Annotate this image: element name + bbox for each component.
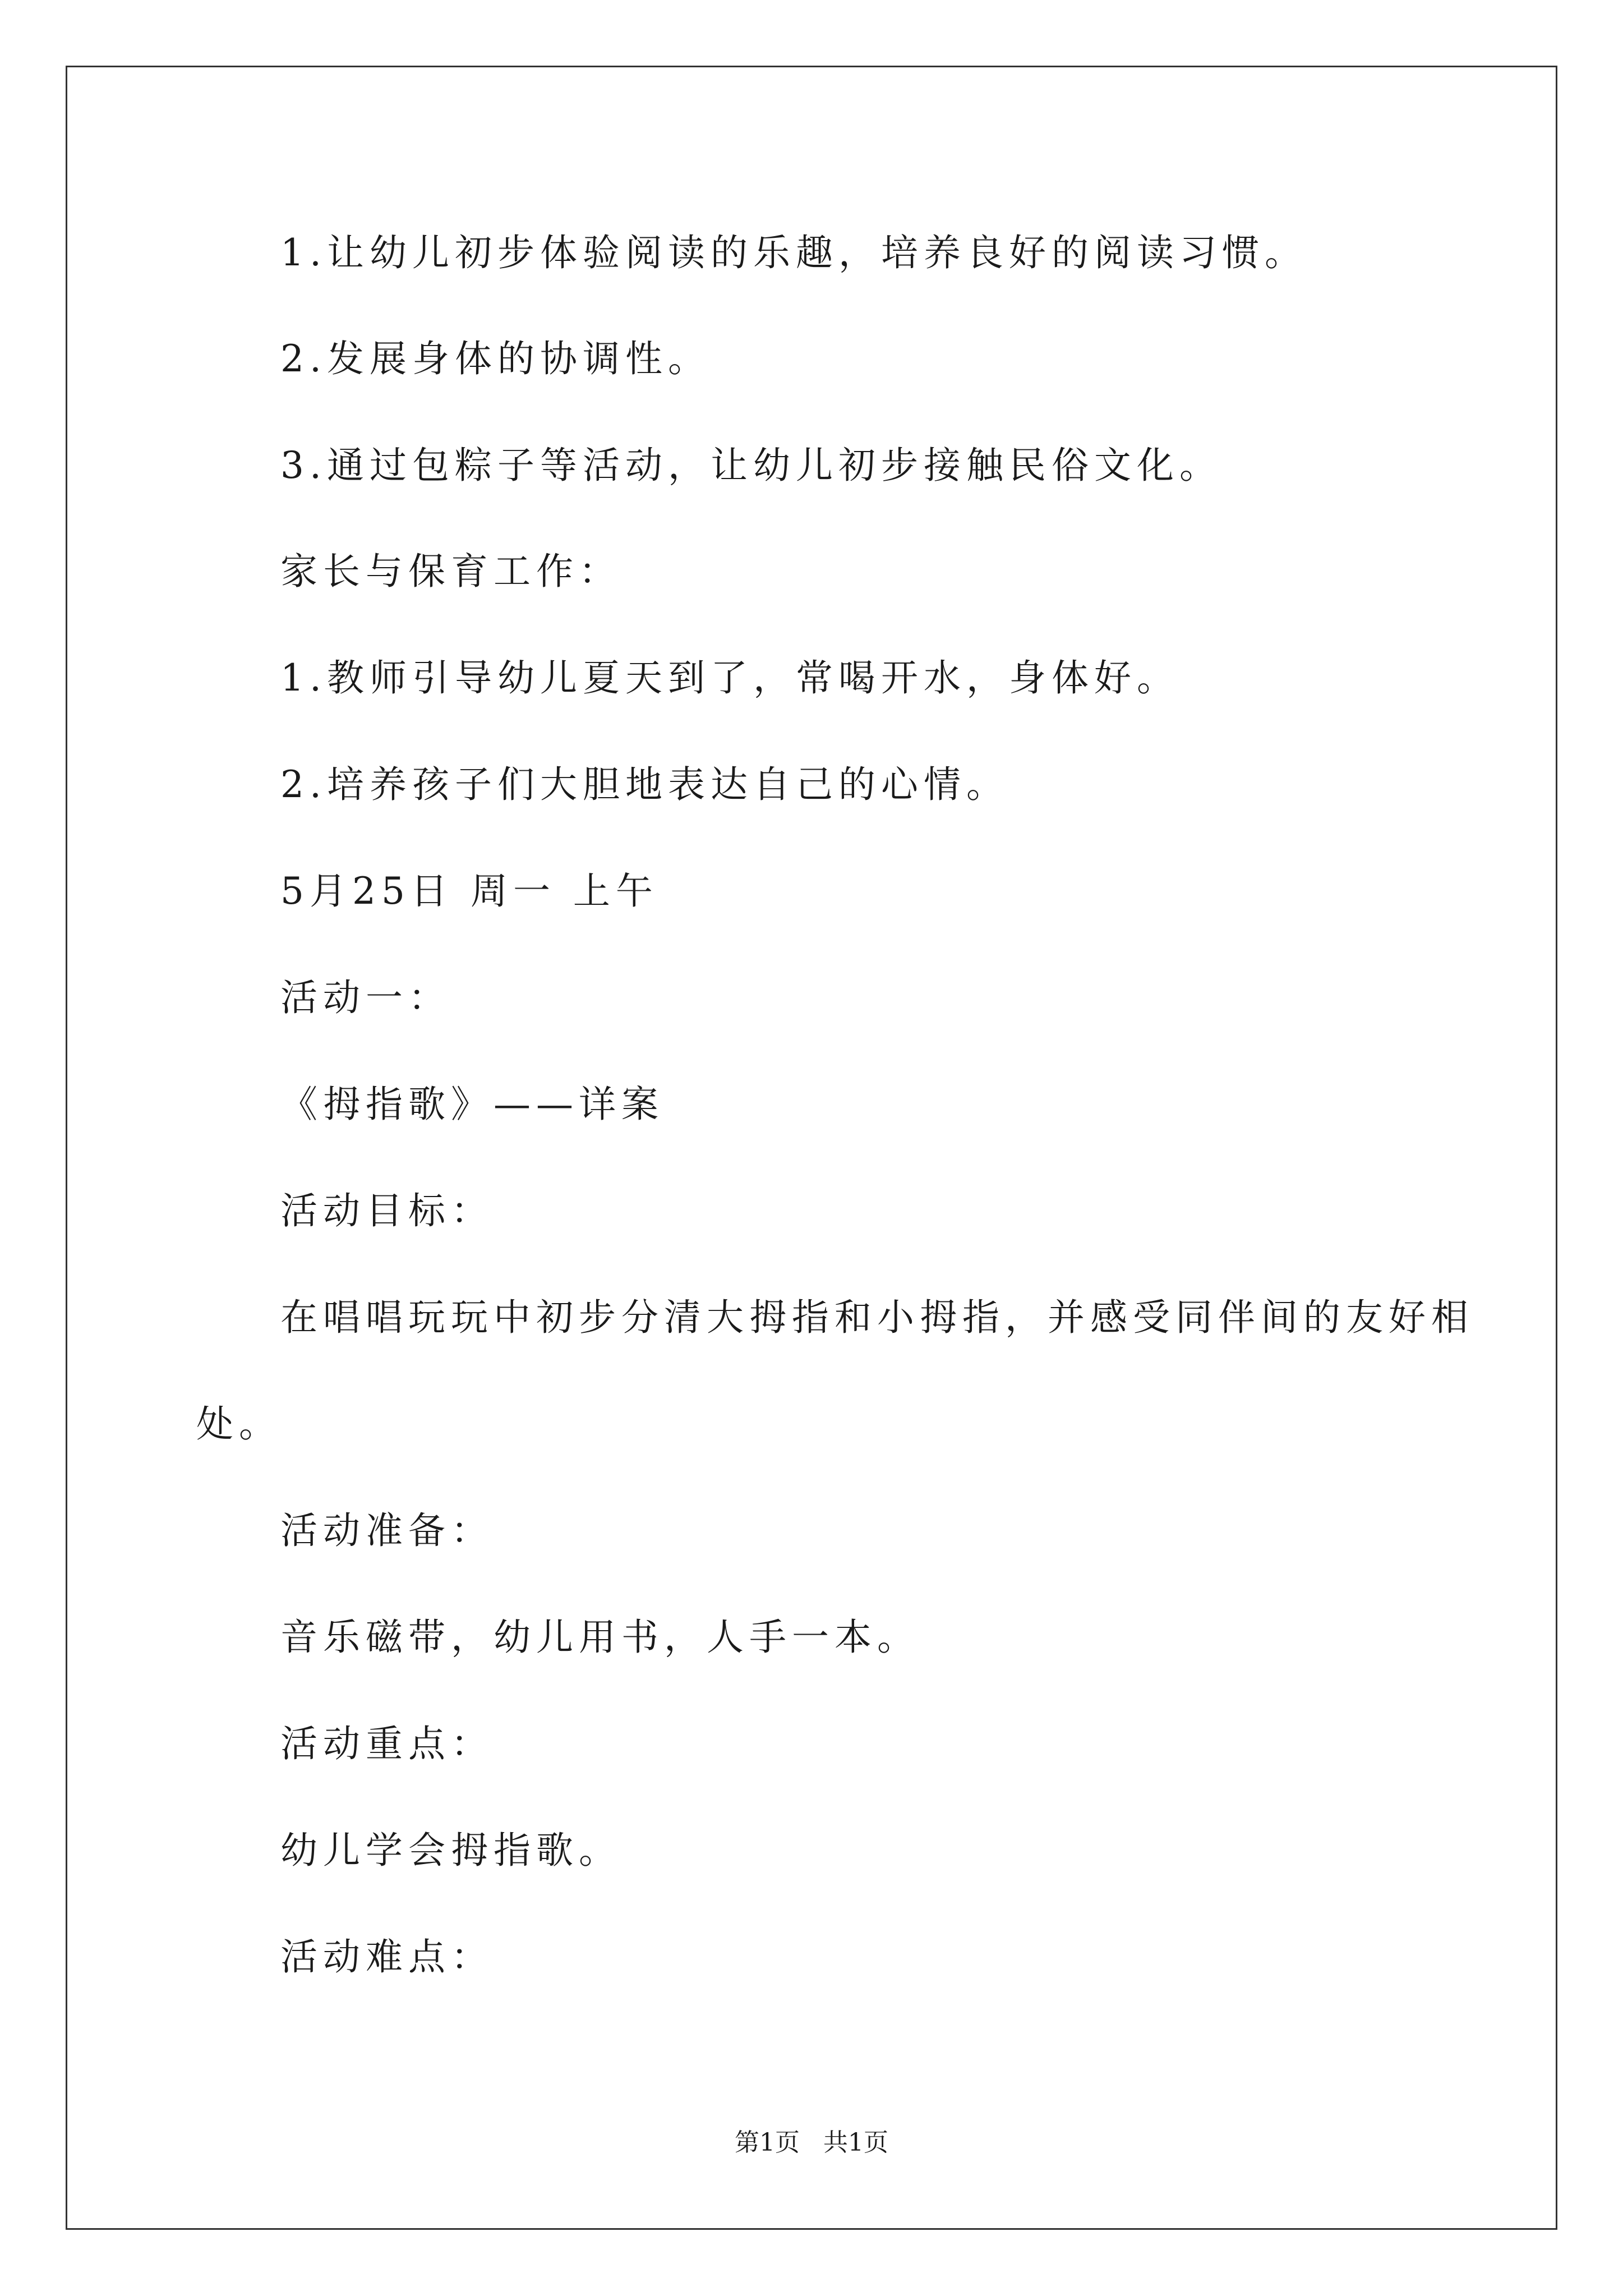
paragraph-preparation-text: 音乐磁带，幼儿用书，人手一本。: [280, 1616, 920, 1659]
paragraph-difficulty-heading: 活动难点：: [280, 1935, 494, 1978]
paragraph-goal-2: 2.发展身体的协调性。: [280, 337, 711, 380]
paragraph-activity-title: 《拇指歌》——详案: [280, 1083, 664, 1126]
paragraph-goal-3: 3.通过包粽子等活动，让幼儿初步接触民俗文化。: [280, 444, 1222, 487]
paragraph-activity-one: 活动一：: [280, 976, 451, 1019]
paragraph-care-1: 1.教师引导幼儿夏天到了，常喝开水，身体好。: [280, 656, 1179, 700]
paragraph-objective-heading: 活动目标：: [280, 1189, 494, 1232]
paragraph-key-point-heading: 活动重点：: [280, 1722, 494, 1765]
paragraph-preparation-heading: 活动准备：: [280, 1509, 494, 1552]
paragraph-key-point-text: 幼儿学会拇指歌。: [280, 1829, 621, 1872]
page-number-footer: 第1页 共1页: [735, 2128, 888, 2157]
paragraph-goal-1: 1.让幼儿初步体验阅读的乐趣，培养良好的阅读习惯。: [280, 231, 1307, 274]
paragraph-parent-care-heading: 家长与保育工作：: [280, 550, 621, 593]
paragraph-objective-text-cont: 处。: [196, 1402, 282, 1446]
page-border: [66, 66, 1557, 2230]
paragraph-care-2: 2.培养孩子们大胆地表达自己的心情。: [280, 763, 1009, 806]
paragraph-objective-text: 在唱唱玩玩中初步分清大拇指和小拇指，并感受同伴间的友好相: [280, 1296, 1474, 1339]
paragraph-date: 5月25日 周一 上午: [280, 869, 658, 913]
